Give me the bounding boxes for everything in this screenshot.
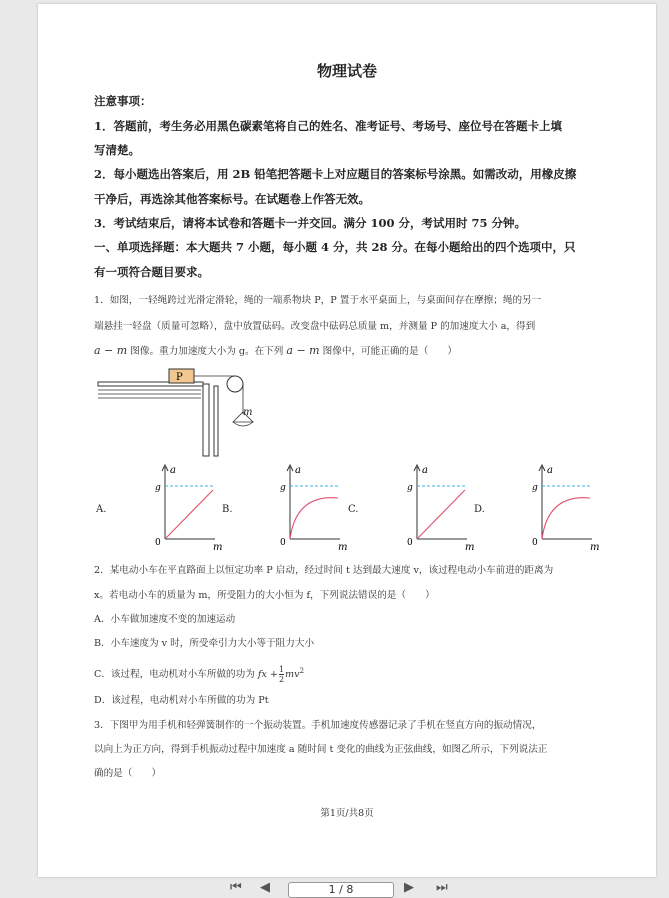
option-c-label: C. bbox=[348, 504, 359, 515]
page-title: 物理试卷 bbox=[316, 62, 377, 80]
notice-1a: 1．答题前，考生务必用黑色碳素笔将自己的姓名、准考证号、考场号、座位号在答题卡上填 bbox=[94, 119, 562, 133]
q2-fraction bbox=[279, 665, 284, 684]
a-m-line bbox=[417, 490, 465, 539]
q1-line3 bbox=[94, 344, 457, 359]
graph-option-a bbox=[113, 459, 223, 554]
pulley bbox=[227, 376, 243, 392]
q1-line3-b: 图像。重力加速度大小为 g。在下列 bbox=[127, 346, 287, 357]
y-axis-label: a bbox=[422, 465, 428, 476]
graph-option-d bbox=[490, 459, 600, 554]
q1-am-1: a − m bbox=[94, 344, 128, 357]
notice-2b: 干净后，再选涂其他答案标号。在试题卷上作答无效。 bbox=[94, 192, 370, 206]
apparatus-figure bbox=[96, 364, 226, 459]
q1-line2: 端悬挂一轻盘（质量可忽略），盘中放置砝码。改变盘中砝码总质量 m，并测量 P 的加速度大小 a，得到 bbox=[94, 321, 536, 332]
notice-2a: 2．每小题选出答案后，用 2B 铅笔把答题卡上对应题目的答案标号涂黑。如需改动，用橡皮擦 bbox=[94, 167, 577, 181]
q3-line3: 确的是（ ） bbox=[94, 768, 162, 779]
a-m-line bbox=[165, 490, 213, 539]
q2-line1: 2．某电动小车在平直路面上以恒定功率 P 启动，经过时间 t 达到最大速度 v，该过程电动小车前进的距离为 bbox=[94, 565, 554, 576]
page-footer: 第1页/共8页 bbox=[320, 808, 374, 819]
option-b-label: B. bbox=[222, 504, 233, 515]
page-indicator[interactable]: 1 / 8 bbox=[288, 882, 394, 898]
q2-option-c bbox=[94, 664, 304, 684]
q2-option-d: D．该过程，电动机对小车所做的功为 Pt bbox=[94, 695, 269, 706]
first-page-icon[interactable]: ⏮ bbox=[230, 880, 242, 895]
y-axis-label: a bbox=[547, 465, 553, 476]
mass-label: m bbox=[243, 407, 253, 418]
block-p-label: P bbox=[176, 372, 183, 383]
g-label: g bbox=[155, 483, 161, 493]
q2-option-c-text: C．该过程，电动机对小车所做的功为 bbox=[94, 669, 258, 681]
q3-line1: 3．下图甲为用手机和轻弹簧制作的一个振动装置。手机加速度传感器记录了手机在竖直方向的振动情况， bbox=[94, 720, 542, 731]
origin-label: 0 bbox=[280, 538, 286, 548]
document-page bbox=[38, 4, 656, 877]
last-page-icon[interactable]: ⏭ bbox=[436, 880, 448, 895]
y-axis-label: a bbox=[295, 465, 301, 476]
q1-line3-d: 图像中，可能正确的是（ ） bbox=[319, 346, 457, 357]
origin-label: 0 bbox=[407, 538, 413, 548]
notice-3: 3．考试结束后，请将本试卷和答题卡一并交回。满分 100 分，考试用时 75 分钟。 bbox=[94, 216, 527, 230]
x-axis-label: m bbox=[590, 542, 600, 553]
q2-option-a: A．小车做加速度不变的加速运动 bbox=[94, 614, 236, 625]
section1-b: 有一项符合题目要求。 bbox=[94, 265, 209, 279]
q2-fraction-den: 2 bbox=[278, 675, 285, 685]
origin-label: 0 bbox=[155, 538, 161, 548]
origin-label: 0 bbox=[532, 538, 538, 548]
next-page-icon[interactable]: ▶ bbox=[404, 880, 414, 895]
x-axis-label: m bbox=[213, 542, 223, 553]
x-axis-label: m bbox=[465, 542, 475, 553]
viewer-toolbar bbox=[0, 878, 669, 894]
section1-a: 一、单项选择题：本大题共 7 小题，每小题 4 分，共 28 分。在每小题给出的四个选项中，只 bbox=[94, 240, 576, 254]
q2-formula-sup: 2 bbox=[299, 667, 305, 675]
option-d-label: D. bbox=[474, 504, 485, 515]
y-axis-label: a bbox=[170, 465, 176, 476]
q1-am-2: a − m bbox=[286, 344, 320, 357]
q2-fraction-num: 1 bbox=[278, 665, 285, 675]
graph-option-b bbox=[238, 459, 348, 554]
graph-option-c bbox=[365, 459, 475, 554]
g-label: g bbox=[280, 483, 286, 493]
q2-formula-mv: mv bbox=[285, 669, 300, 681]
g-label: g bbox=[407, 483, 413, 493]
q3-line2: 以向上为正方向，得到手机振动过程中加速度 a 随时间 t 变化的曲线为正弦曲线，如图乙所示，下列说法正 bbox=[94, 744, 548, 755]
q2-option-b: B．小车速度为 v 时，所受牵引力大小等于阻力大小 bbox=[94, 638, 315, 649]
notice-heading: 注意事项： bbox=[94, 94, 152, 108]
q2-formula-fx: fx + bbox=[257, 669, 278, 681]
q2-line2: x。若电动小车的质量为 m，所受阻力的大小恒为 f，下列说法错误的是（ ） bbox=[94, 590, 435, 601]
option-a-label: A. bbox=[96, 504, 107, 515]
q1-line1: 1．如图，一轻绳跨过光滑定滑轮，绳的一端系物块 P，P 置于水平桌面上，与桌面间存在摩擦；绳的另一 bbox=[94, 295, 542, 306]
notice-1b: 写清楚。 bbox=[94, 143, 140, 157]
a-m-curve bbox=[542, 498, 590, 539]
x-axis-label: m bbox=[338, 542, 348, 553]
prev-page-icon[interactable]: ◀ bbox=[260, 880, 270, 895]
a-m-curve bbox=[290, 498, 338, 539]
g-label: g bbox=[532, 483, 538, 493]
